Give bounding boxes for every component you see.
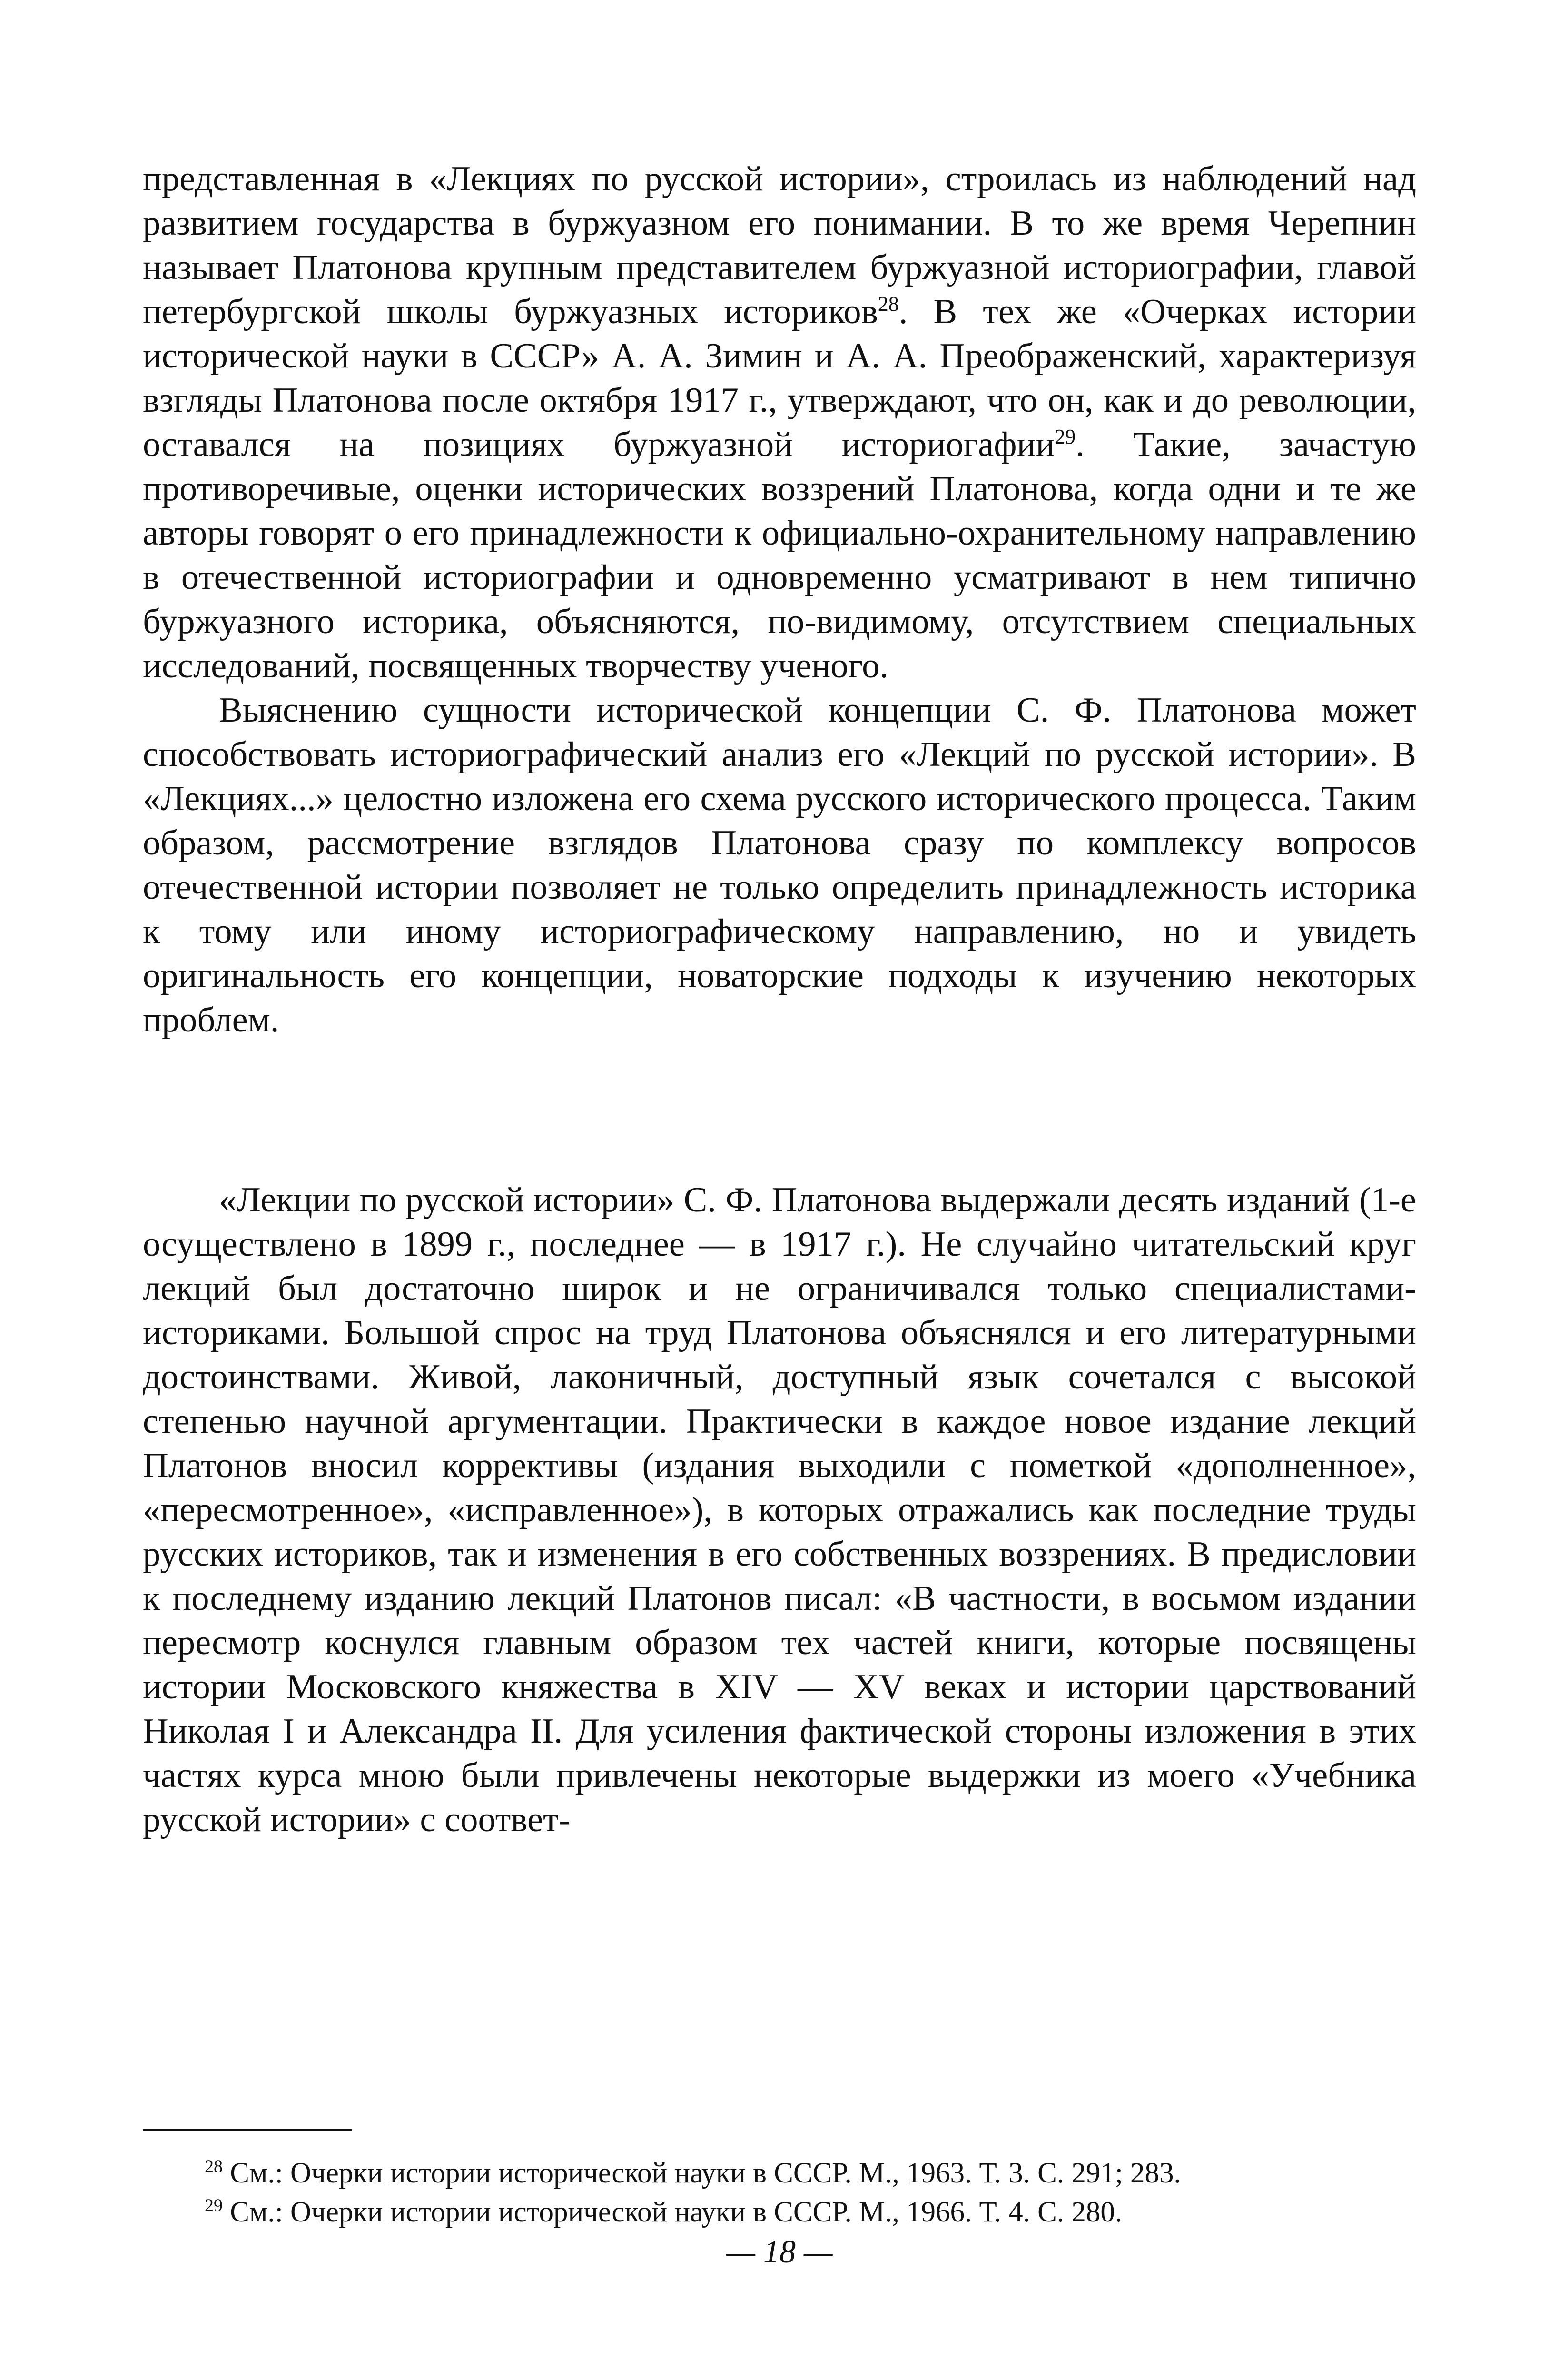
paragraph-2: Выяснению сущности исторической концепции С. Ф. Платонова может способствовать историографический анализ его «Лекций по русской истории». В «Лекциях...» целостно изложена его схема русского исторического процесса. Таким образом, рассмотрение взглядов Платонова сразу по комплексу вопросов отечественной истории позволяет не только определить принадлежность историка к тому или иному историографическому направлению, но и увидеть оригинальность его концепции, новаторские подходы к изучению некоторых проблем. <box>143 691 1416 1040</box>
footnote-text: См.: Очерки истории исторической науки в СССР. М., 1963. Т. 3. С. 291; 283. <box>230 2157 1181 2189</box>
footnote-28 <box>143 2154 1416 2193</box>
paragraph-1-text-b: . В тех же «Очерках истории исторической науки в СССР» А. А. Зимин и А. А. Преображенский, характеризуя взгляды Платонова после октября 1917 г., утверждают, что он, как и до революции, оставался на позициях буржуазной историогафии <box>143 292 1416 464</box>
paragraph-1-text-c: . Такие, зачастую противоречивые, оценки исторических воззрений Платонова, когда одни и те же авторы говорят о его принадлежности к официально-охранительному направлению в отечественной историографии и одновременно усматривают в нем типично буржуазного историка, объясняются, по-видимому, отсутствием специальных исследований, посвященных творчеству ученого. <box>143 425 1416 685</box>
section-gap <box>143 1042 1416 1178</box>
footnote-ref-28[interactable]: 28 <box>878 292 899 316</box>
paragraph-3: «Лекции по русской истории» С. Ф. Платонова выдержали десять изданий (1-е осуществлено в 1899 г., последнее — в 1917 г.). Не случайно читательский круг лекций был достаточно широк и не ограничивался только специалистами-историками. Большой спрос на труд Платонова объяснялся и его литературными достоинствами. Живой, лаконичный, доступный язык сочетался с высокой степенью научной аргументации. Практически в каждое новое издание лекций Платонов вносил коррективы (издания выходили с пометкой «дополненное», «пересмотренное», «исправленное»), в которых отражались как последние труды русских историков, так и изменения в его собственных воззрениях. В предисловии к последнему изданию лекций Платонов писал: «В частности, в восьмом издании пересмотр коснулся главным образом тех частей книги, которые посвящены истории Московского княжества в XIV — XV веках и истории царствований Николая I и Александра II. Для усиления фактической стороны изложения в этих частях курса мною были привлечены некоторые выдержки из моего «Учебника русской истории» с соответ- <box>143 1180 1416 1839</box>
paragraph-1 <box>143 157 1416 688</box>
footnote-29 <box>143 2193 1416 2232</box>
footnote-divider <box>143 2129 352 2131</box>
footnote-ref-29[interactable]: 29 <box>1055 425 1076 449</box>
footnote-number: 28 <box>205 2156 223 2177</box>
page-body <box>143 157 1416 1842</box>
page-number: — 18 — <box>726 2233 833 2270</box>
footnote-text: См.: Очерки истории исторической науки в СССР. М., 1966. Т. 4. С. 280. <box>230 2196 1123 2228</box>
footnote-number: 29 <box>205 2195 223 2216</box>
footnotes <box>143 2154 1416 2232</box>
paragraph-1-text-a: представленная в «Лекциях по русской истории», строилась из наблюдений над развитием государства в буржуазном его понимании. В то же время Черепнин называет Платонова крупным представителем буржуазной историографии, главой петербургской школы буржуазных историков <box>143 159 1416 331</box>
